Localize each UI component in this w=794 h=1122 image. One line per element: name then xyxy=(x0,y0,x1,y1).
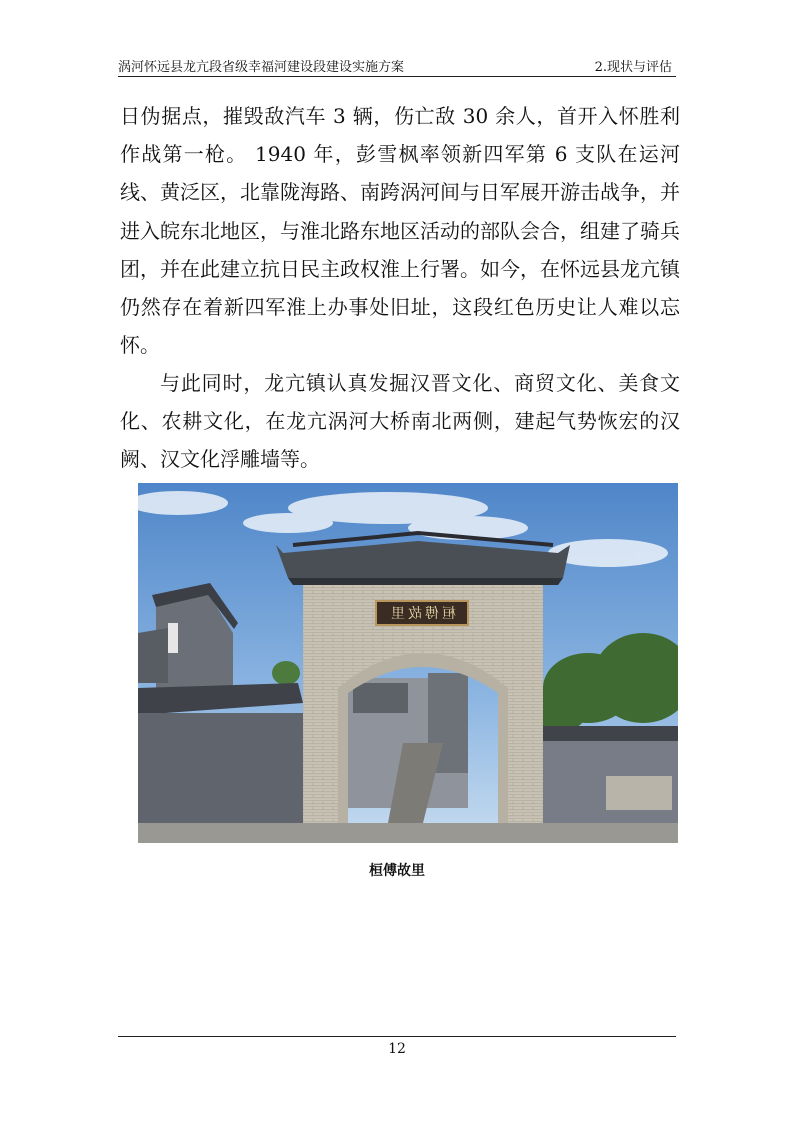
plaque-text: 桓傅故里 xyxy=(388,606,456,622)
gate-photo xyxy=(138,483,678,843)
footer-divider xyxy=(118,1036,676,1037)
header-section-title: 2.现状与评估 xyxy=(594,60,672,75)
body-paragraph: 日伪据点，摧毁敌汽车 3 辆，伤亡敌 30 余人，首开入怀胜利作战第一枪。 1940 年，彭雪枫率领新四军第 6 支队在运河线、黄泛区，北靠陇海路、南跨涡河间与日军展开游击战争，并进入皖东北地区，与淮北路东地区活动的部队会合，组建了骑兵团，并在此建立抗日民主政权淮上行署。如今，在怀远县龙亢镇仍然存在着新四军淮上办事处旧址，这段红色历史让人难以忘怀。 xyxy=(120,104,680,358)
page-header xyxy=(118,52,676,77)
figure-caption: 桓傅故里 xyxy=(369,863,425,879)
page-number: 12 xyxy=(388,1041,406,1057)
header-document-title: 涡河怀远县龙亢段省级幸福河建设段建设实施方案 xyxy=(118,60,405,75)
body-paragraph: 与此同时，龙亢镇认真发掘汉晋文化、商贸文化、美食文化、农耕文化，在龙亢涡河大桥南北两侧，建起气势恢宏的汉阙、汉文化浮雕墙等。 xyxy=(120,371,680,472)
